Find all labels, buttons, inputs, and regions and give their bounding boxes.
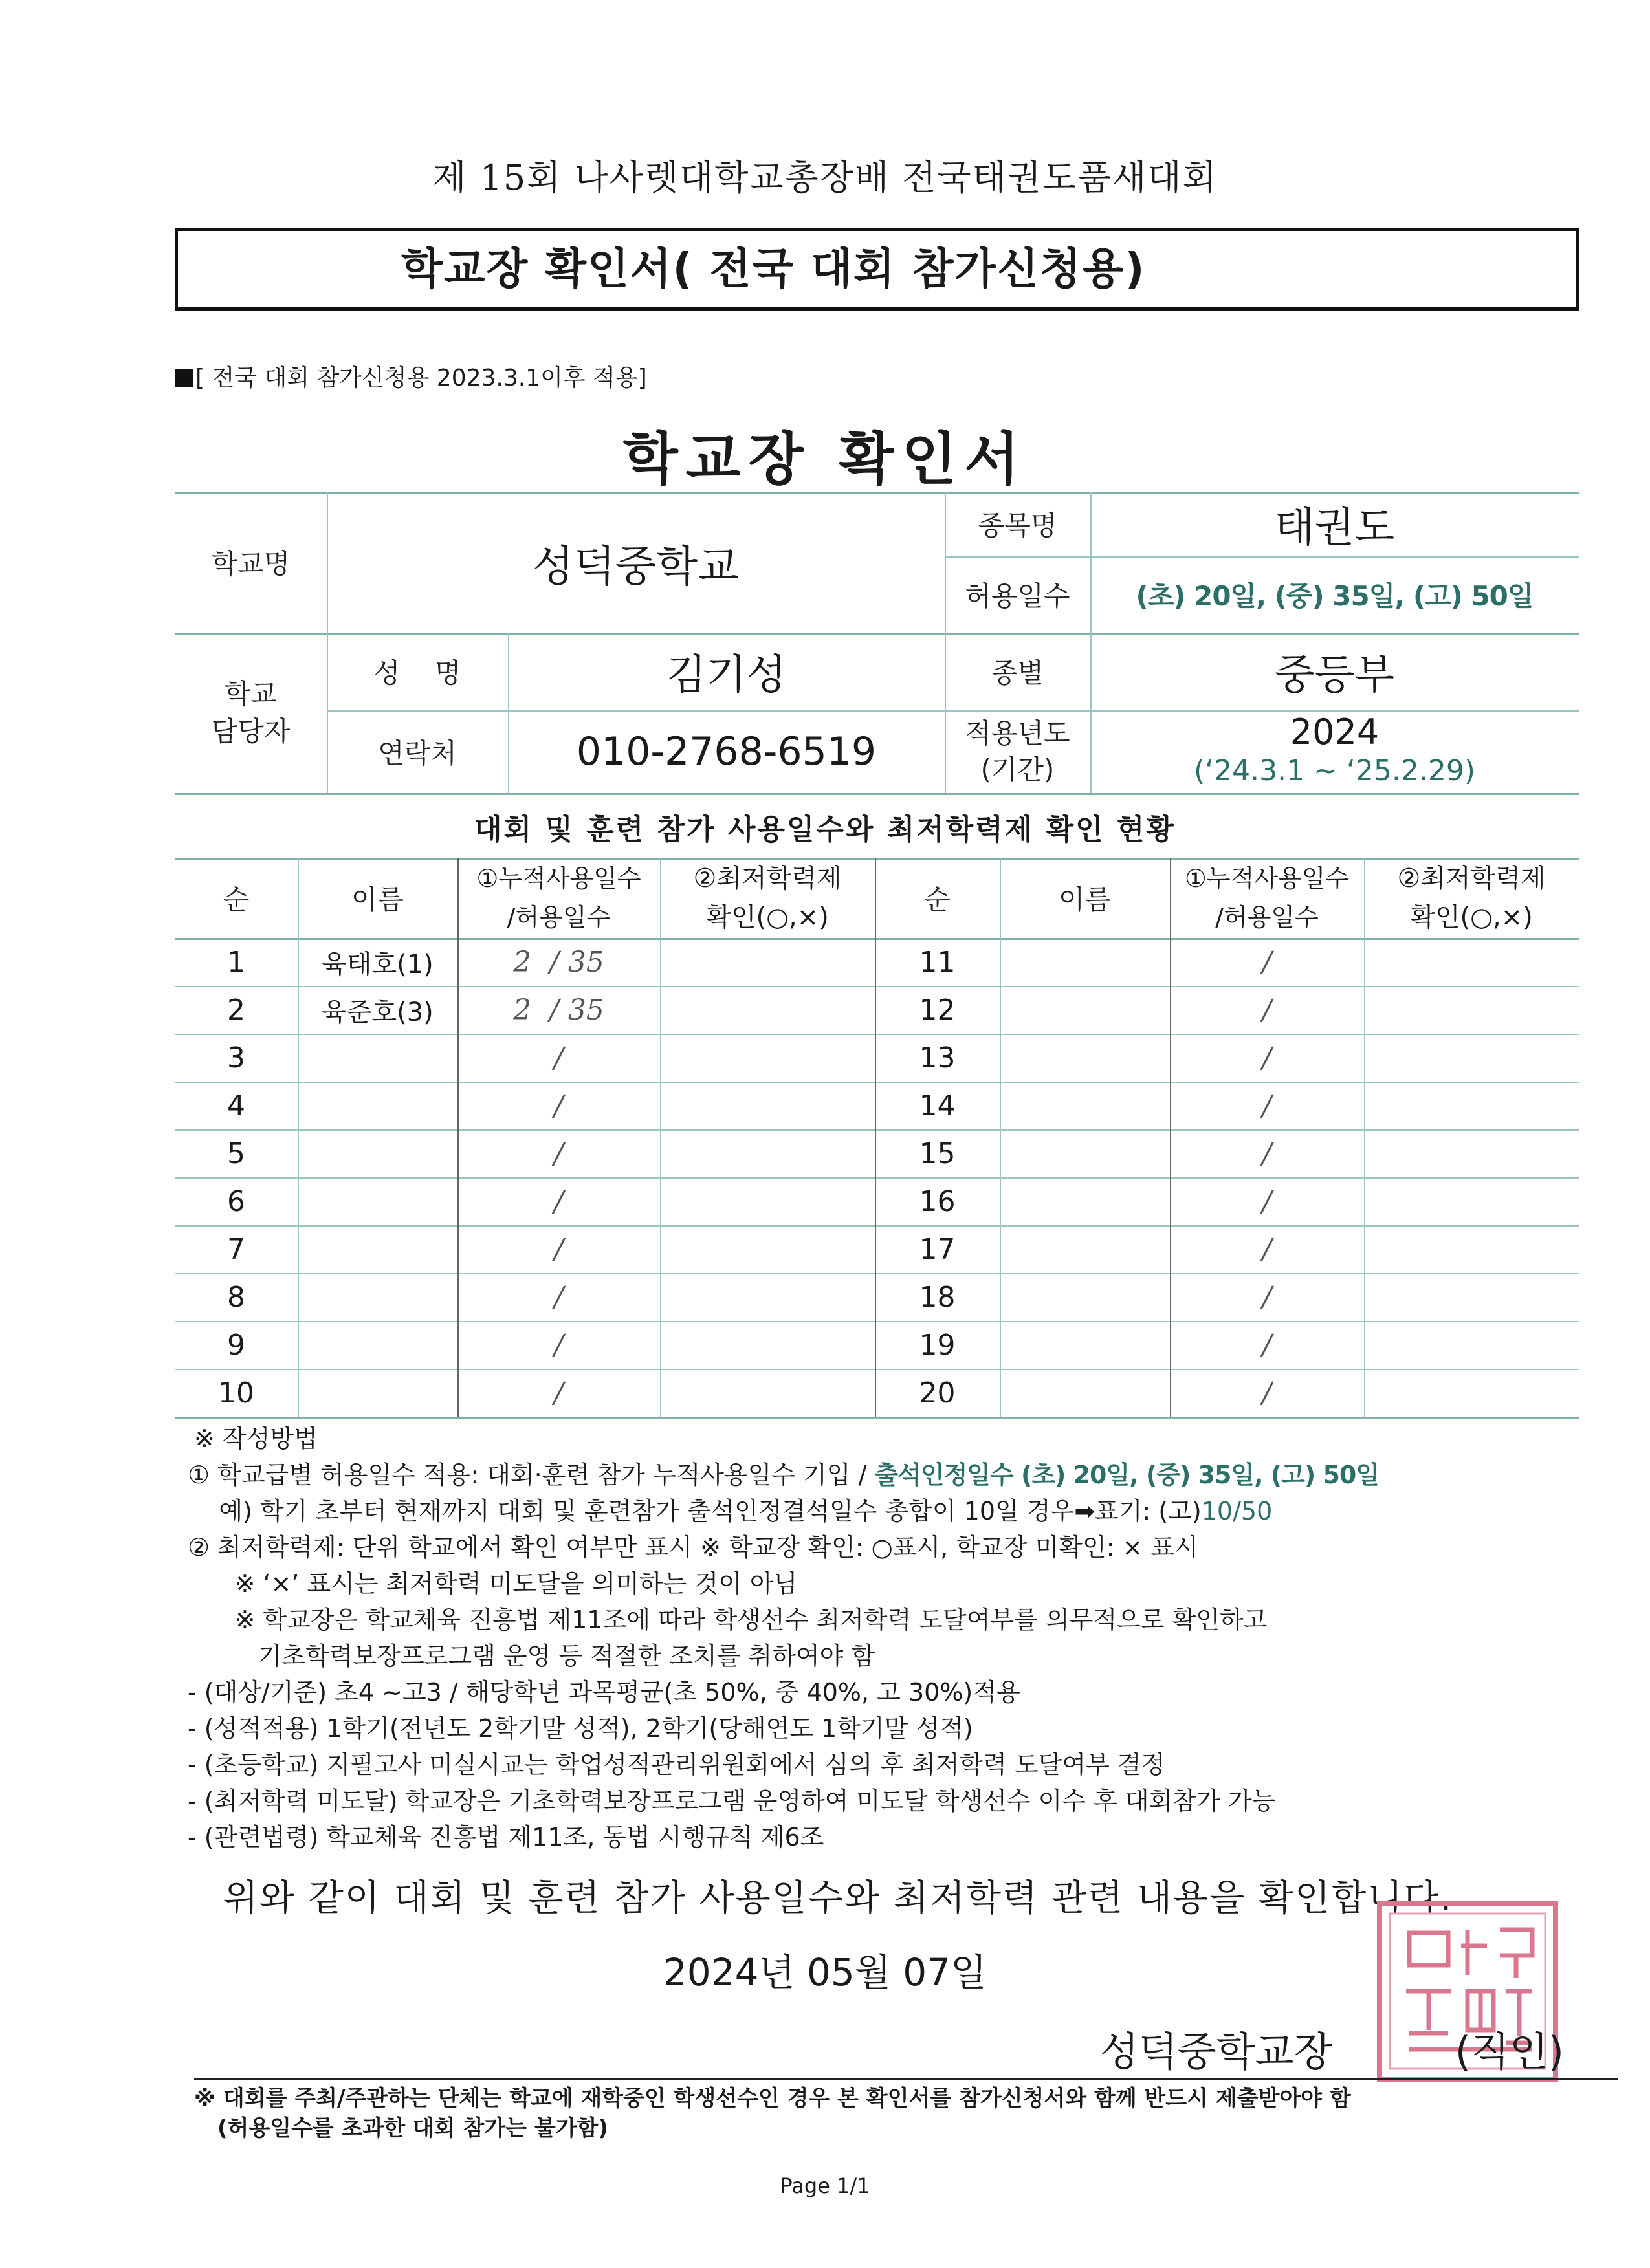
writing-instructions: [188, 1421, 1611, 1855]
row-num: 15: [919, 1137, 956, 1170]
row-days: /: [554, 1232, 564, 1266]
apply-year-label: [945, 710, 1090, 793]
person-name-value: 김기성: [666, 651, 787, 699]
apply-year: 2024: [1290, 712, 1380, 752]
apply-year-range: (‘24.3.1 ~ ‘25.2.29): [1193, 754, 1476, 787]
header-num-left: 순: [223, 884, 250, 915]
row-num: 4: [227, 1089, 245, 1122]
page-number: Page 1/1: [780, 2174, 870, 2198]
header-days-line2: /허용일수: [507, 903, 611, 932]
principal-signature: [1100, 2020, 1564, 2077]
header-days-left: [457, 858, 660, 938]
header-confirm-line1: ②최저학력제: [693, 864, 842, 893]
row-name: 육준호(3): [322, 997, 434, 1027]
note-line: ※ ‘×’ 표시는 최저학력 미도달을 의미하는 것이 아님: [188, 1569, 798, 1598]
principal-name: 성덕중학교장: [1100, 2028, 1333, 2075]
status-title: 대회 및 훈련 참가 사용일수와 최저학력제 확인 현황: [474, 813, 1176, 846]
row-num: 3: [227, 1041, 245, 1074]
header-name-left: 이름: [351, 884, 404, 915]
row-days: /: [1262, 1376, 1272, 1410]
header-days-line2: /허용일수: [1215, 903, 1319, 932]
row-days: /: [1262, 993, 1272, 1027]
note-line: [188, 1457, 1611, 1493]
square-bullet-icon: [175, 369, 193, 387]
row-num: 9: [227, 1328, 245, 1362]
row-num: 19: [919, 1328, 956, 1362]
sport-value: 태권도: [1274, 504, 1395, 552]
row-num: 17: [919, 1232, 956, 1266]
row-num: 13: [919, 1041, 956, 1074]
header-confirm-line2: 확인(○,×): [1410, 902, 1533, 932]
form-title: 학교장 확인서: [622, 426, 1028, 492]
note-highlight: 출석인정일수 (초) 20일, (중) 35일, (고) 50일: [874, 1461, 1380, 1489]
row-days: /: [554, 1089, 564, 1122]
row-num: 18: [919, 1280, 956, 1314]
row-num: 2: [227, 993, 245, 1027]
division-label: 종별: [991, 657, 1044, 689]
header-num-right: 순: [924, 884, 951, 915]
row-days: /: [554, 1328, 564, 1362]
header-confirm-right: [1364, 858, 1579, 938]
phone-value: 010-2768-6519: [576, 729, 877, 774]
header-confirm-line1: ②최저학력제: [1397, 864, 1546, 893]
header-days-right: [1170, 858, 1364, 938]
document-title: 학교장 확인서( 전국 대회 참가신청용): [401, 244, 1146, 294]
division-value: 중등부: [1274, 651, 1395, 699]
header-confirm-line2: 확인(○,×): [706, 902, 829, 932]
note-line: ※ 학교장은 학교체육 진흥법 제11조에 따라 학생선수 최저학력 도달여부를 의무적으로 확인하고: [188, 1606, 1268, 1634]
note-line: 기초학력보장프로그램 운영 등 적절한 조치를 취하여야 함: [188, 1642, 875, 1670]
header-days-line1: ①누적사용일수: [476, 864, 641, 893]
row-name: 육태호(1): [322, 949, 434, 979]
seal-mark: (직인): [1455, 2028, 1564, 2075]
apply-note: [175, 360, 647, 393]
note-text: 예) 학기 초부터 현재까지 대회 및 훈련참가 출석인정결석일수 총합이 10일 경우➡표기: (고): [188, 1497, 1202, 1525]
row-num: 10: [218, 1376, 254, 1410]
row-num: 12: [919, 993, 956, 1027]
row-num: 7: [227, 1232, 245, 1266]
footnote-line1: ※ 대회를 주최/주관하는 단체는 학교에 재학중인 학생선수인 경우 본 확인서를 참가신청서와 함께 반드시 제출받아야 함: [194, 2086, 1351, 2111]
row-days: /: [554, 1041, 564, 1074]
row-num: 20: [919, 1376, 956, 1410]
event-title: 제 15회 나사렛대학교총장배 전국태권도품새대회: [432, 157, 1218, 198]
school-name-value: 성덕중학교: [533, 541, 739, 591]
notes-heading: ※ 작성방법: [194, 1424, 318, 1453]
row-days: /: [1262, 1089, 1272, 1122]
allowed-days-value: (초) 20일, (중) 35일, (고) 50일: [1136, 580, 1534, 612]
sport-label: 종목명: [978, 510, 1057, 541]
header-confirm-left: [660, 858, 875, 938]
row-num: 6: [227, 1184, 245, 1218]
apply-year-label-line2: (기간): [980, 754, 1055, 785]
row-days: /: [1262, 1280, 1272, 1314]
row-num: 16: [919, 1184, 956, 1218]
footnote-line2: (허용일수를 초과한 대회 참가는 불가함): [217, 2115, 608, 2141]
note-highlight: 10/50: [1201, 1497, 1273, 1525]
note-line: - (성적적용) 1학기(전년도 2학기말 성적), 2학기(당해연도 1학기말 성적): [188, 1714, 973, 1743]
row-days: /: [1262, 1232, 1272, 1266]
note-line: - (대상/기준) 초4 ~고3 / 해당학년 과목평균(초 50%, 중 40%, 고 30%)적용: [188, 1678, 1020, 1706]
row-num: 5: [227, 1137, 245, 1170]
row-days: 2 / 35: [513, 945, 604, 979]
row-days: /: [554, 1137, 564, 1170]
row-num: 1: [227, 945, 245, 979]
apply-year-value: [1090, 710, 1579, 793]
row-num: 14: [919, 1089, 956, 1122]
allowed-days-label: 허용일수: [965, 580, 1070, 612]
row-days: /: [1262, 1041, 1272, 1074]
phone-label: 연락처: [378, 737, 457, 769]
row-days: /: [1262, 1184, 1272, 1218]
note-line: - (관련법령) 학교체육 진흥법 제11조, 동법 시행규칙 제6조: [188, 1823, 824, 1851]
row-days: /: [554, 1376, 564, 1410]
row-days: /: [1262, 945, 1272, 979]
contact-person-label-line1: 학교: [224, 678, 278, 710]
note-line: - (최저학력 미도달) 학교장은 기초학력보장프로그램 운영하여 미도달 학생선수 이수 후 대회참가 가능: [188, 1787, 1276, 1815]
note-text: ① 학교급별 허용일수 적용: 대회·훈련 참가 누적사용일수 기입 /: [188, 1461, 875, 1489]
closing-statement: 위와 같이 대회 및 훈련 참가 사용일수와 최저학력 관련 내용을 확인합니다.: [223, 1877, 1453, 1919]
row-days: /: [554, 1280, 564, 1314]
apply-note-text: [ 전국 대회 참가신청용 2023.3.1이후 적용]: [195, 365, 647, 391]
contact-person-label: [175, 633, 327, 793]
note-line: - (초등학교) 지필고사 미실시교는 학업성적관리위원회에서 심의 후 최저학력 도달여부 결정: [188, 1750, 1165, 1779]
header-days-line1: ①누적사용일수: [1184, 864, 1350, 893]
note-line: [188, 1493, 1611, 1529]
contact-person-label-line2: 담당자: [211, 715, 291, 747]
row-days: /: [1262, 1328, 1272, 1362]
person-name-label: 성 명: [373, 657, 461, 689]
issue-date: 2024년 05월 07일: [663, 1950, 987, 1994]
row-days: /: [554, 1184, 564, 1218]
note-line: ② 최저학력제: 단위 학교에서 확인 여부만 표시 ※ 학교장 확인: ○표시, 학교장 미확인: × 표시: [188, 1533, 1198, 1562]
header-name-right: 이름: [1058, 884, 1112, 915]
row-days: 2 / 35: [513, 993, 604, 1027]
row-num: 8: [227, 1280, 245, 1314]
row-days: /: [1262, 1137, 1272, 1170]
document-title-box: [175, 228, 1579, 311]
school-name-label: 학교명: [211, 548, 291, 580]
footnote: [194, 2078, 1618, 2143]
apply-year-label-line1: 적용년도: [965, 717, 1070, 749]
row-num: 11: [919, 945, 956, 979]
